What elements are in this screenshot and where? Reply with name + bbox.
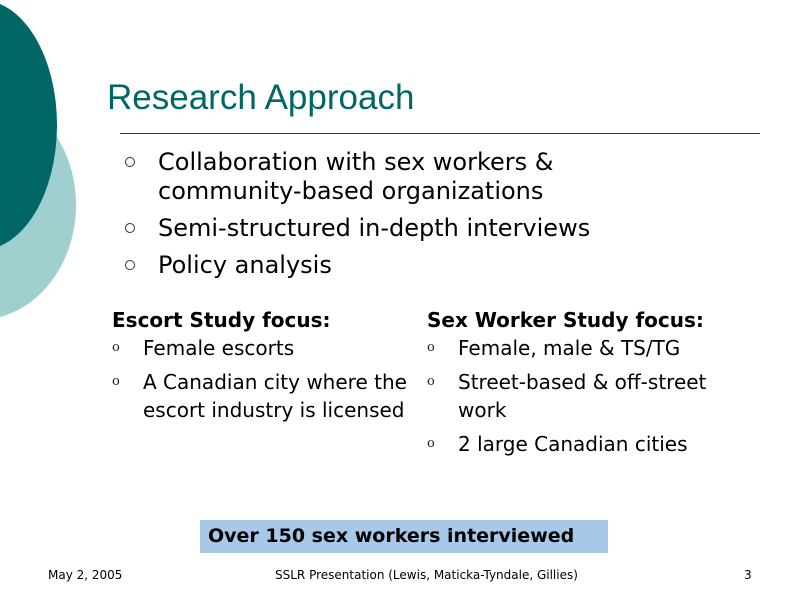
small-o-bullet-icon: o: [112, 374, 120, 389]
hollow-circle-bullet-icon: [125, 157, 135, 167]
footer-presentation-title: SSLR Presentation (Lewis, Maticka-Tyndale, Gillies): [275, 568, 578, 582]
small-o-bullet-icon: o: [427, 340, 435, 355]
bullet-interviews: [125, 214, 785, 243]
bullet-text: Policy analysis: [158, 251, 332, 279]
escort-study-list: [112, 334, 412, 424]
hollow-circle-bullet-icon: [125, 223, 135, 233]
slide-title: Research Approach: [107, 78, 415, 117]
list-item: [112, 334, 412, 362]
sex-worker-study-heading: Sex Worker Study focus:: [427, 308, 704, 332]
small-o-bullet-icon: o: [427, 374, 435, 389]
list-item-text: Female escorts: [143, 336, 295, 360]
list-item: [427, 334, 757, 362]
escort-study-heading: Escort Study focus:: [112, 308, 331, 332]
list-item-text: Female, male & TS/TG: [458, 336, 681, 360]
main-bullet-list: [125, 148, 785, 288]
decorative-circles: [0, 0, 140, 330]
bullet-text-line1: Collaboration with sex workers &: [158, 148, 554, 176]
bullet-text: Semi-structured in-depth interviews: [158, 214, 591, 242]
list-item: [427, 430, 757, 458]
list-item-text: Street-based & off-street work: [458, 370, 707, 422]
sex-worker-study-column: [427, 306, 757, 464]
bullet-text-line2: community-based organizations: [158, 177, 544, 205]
footer-page-number: 3: [744, 568, 752, 582]
escort-study-column: [112, 306, 412, 430]
title-divider: [120, 133, 760, 134]
footer-date: May 2, 2005: [48, 568, 123, 582]
highlight-callout: [200, 520, 608, 553]
small-o-bullet-icon: o: [112, 340, 120, 355]
list-item-text: A Canadian city where the escort industry is licensed: [143, 370, 407, 422]
bullet-collaboration: [125, 148, 785, 206]
highlight-text: Over 150 sex workers interviewed: [208, 525, 575, 547]
bullet-policy: [125, 251, 785, 280]
list-item-text: 2 large Canadian cities: [458, 432, 688, 456]
small-o-bullet-icon: o: [427, 436, 435, 451]
list-item: [427, 368, 757, 424]
sex-worker-study-list: [427, 334, 757, 458]
list-item: [112, 368, 412, 424]
hollow-circle-bullet-icon: [125, 260, 135, 270]
